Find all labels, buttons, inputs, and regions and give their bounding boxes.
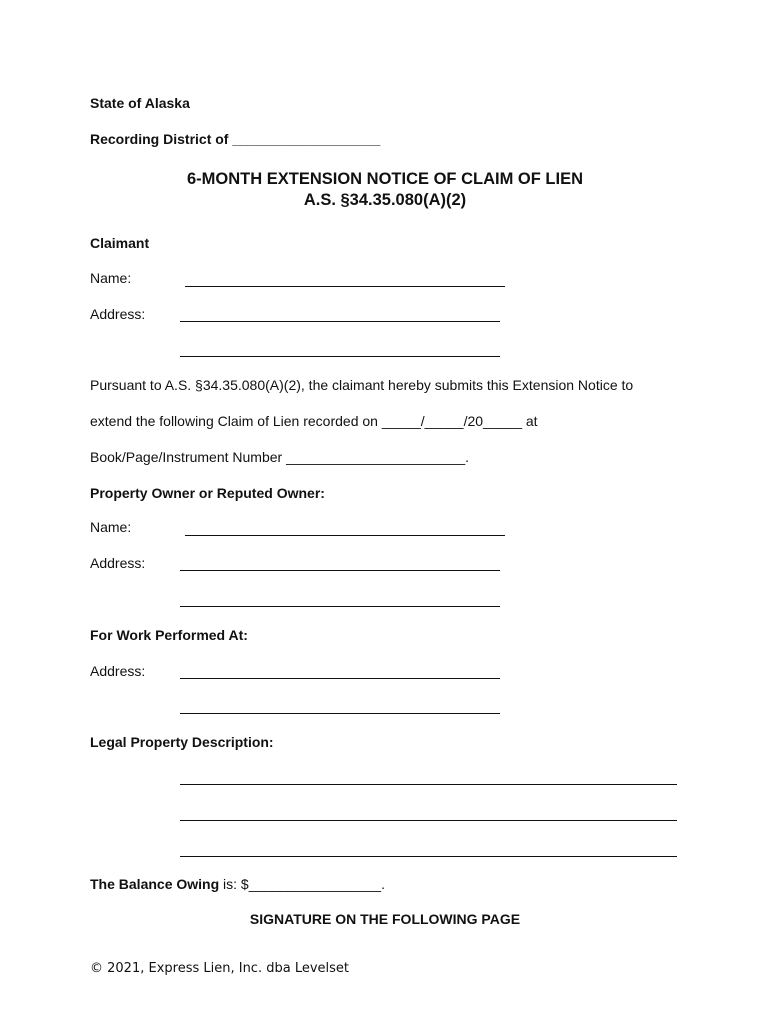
claimant-heading: Claimant bbox=[90, 235, 150, 251]
claimant-name-field[interactable] bbox=[185, 286, 505, 287]
work-address-field-2[interactable] bbox=[180, 713, 500, 714]
legal-description-field-3[interactable] bbox=[180, 856, 677, 857]
signature-note: SIGNATURE ON THE FOLLOWING PAGE bbox=[249, 911, 521, 927]
owner-heading: Property Owner or Reputed Owner: bbox=[90, 485, 325, 501]
claimant-name-label: Name: bbox=[90, 270, 132, 286]
document-title: 6-MONTH EXTENSION NOTICE OF CLAIM OF LIEN bbox=[187, 170, 583, 188]
claimant-address-label: Address: bbox=[90, 306, 146, 322]
owner-address-field-1[interactable] bbox=[180, 570, 500, 571]
copyright-footer: © 2021, Express Lien, Inc. dba Levelset bbox=[90, 961, 350, 976]
owner-name-field[interactable] bbox=[185, 535, 505, 536]
owner-address-field-2[interactable] bbox=[180, 606, 500, 607]
balance-owing bbox=[90, 877, 385, 891]
recording-district-label: Recording District of ___________________ bbox=[90, 131, 381, 147]
balance-owing-field[interactable]: is: $_________________. bbox=[219, 876, 385, 892]
pursuant-line-1: Pursuant to A.S. §34.35.080(A)(2), the claimant hereby submits this Extension Notice to bbox=[90, 377, 634, 393]
legal-description-field-2[interactable] bbox=[180, 820, 677, 821]
legal-description-field-1[interactable] bbox=[180, 784, 677, 785]
owner-name-label: Name: bbox=[90, 519, 132, 535]
work-heading: For Work Performed At: bbox=[90, 627, 248, 643]
owner-address-label: Address: bbox=[90, 555, 146, 571]
state-label: State of Alaska bbox=[90, 95, 190, 111]
pursuant-line-3: Book/Page/Instrument Number _______________________. bbox=[90, 449, 470, 465]
work-address-field-1[interactable] bbox=[180, 678, 500, 679]
pursuant-line-2: extend the following Claim of Lien recorded on _____/_____/20_____ at bbox=[90, 413, 538, 429]
claimant-address-field-1[interactable] bbox=[180, 321, 500, 322]
balance-owing-label: The Balance Owing bbox=[90, 876, 220, 892]
statute-reference: A.S. §34.35.080(A)(2) bbox=[303, 191, 467, 209]
work-address-label: Address: bbox=[90, 663, 146, 679]
legal-description-heading: Legal Property Description: bbox=[90, 734, 274, 750]
claimant-address-field-2[interactable] bbox=[180, 356, 500, 357]
